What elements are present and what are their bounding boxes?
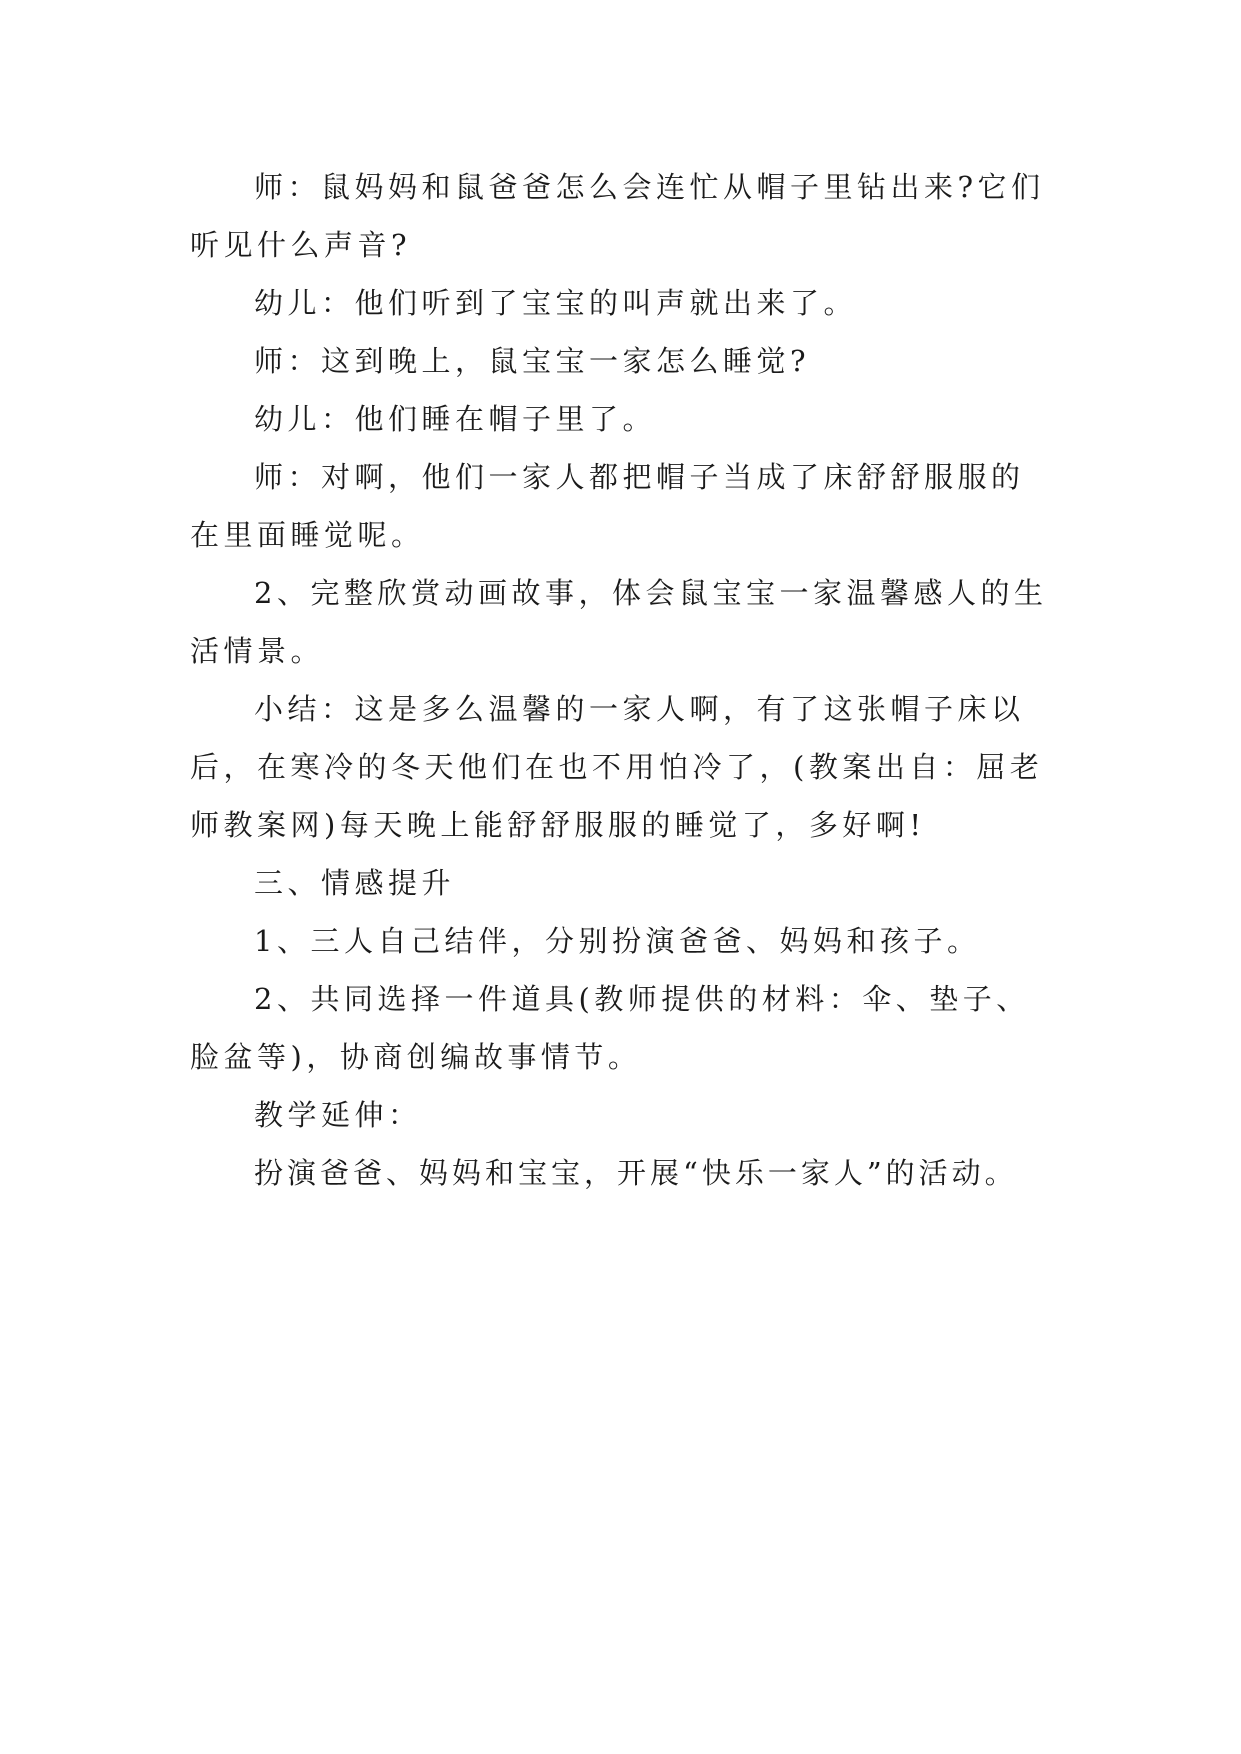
paragraph-teacher-question-1: 师：鼠妈妈和鼠爸爸怎么会连忙从帽子里钻出来?它们听见什么声音? [190, 170, 1045, 262]
paragraph-child-answer-2: 幼儿：他们睡在帽子里了。 [254, 402, 657, 436]
paragraph-activity-2: 2、共同选择一件道具(教师提供的材料：伞、垫子、脸盆等)，协商创编故事情节。 [190, 982, 1030, 1074]
section-heading-extension: 教学延伸： [254, 1098, 422, 1132]
paragraph-teacher-response: 师：对啊，他们一家人都把帽子当成了床舒舒服服的在里面睡觉呢。 [190, 460, 1025, 552]
paragraph-extension: 扮演爸爸、妈妈和宝宝，开展“快乐一家人”的活动。 [254, 1156, 1018, 1190]
paragraph-teacher-question-2: 师：这到晚上，鼠宝宝一家怎么睡觉? [254, 344, 811, 378]
paragraph-step-2: 2、完整欣赏动画故事，体会鼠宝宝一家温馨感人的生活情景。 [190, 576, 1048, 668]
paragraph-summary: 小结：这是多么温馨的一家人啊，有了这张帽子床以后，在寒冷的冬天他们在也不用怕冷了，(教案出自：屈老师教案网)每天晚上能舒舒服服的睡觉了，多好啊! [190, 692, 1044, 842]
paragraph-activity-1: 1、三人自己结伴，分别扮演爸爸、妈妈和孩子。 [254, 924, 981, 958]
paragraph-child-answer-1: 幼儿：他们听到了宝宝的叫声就出来了。 [254, 286, 858, 320]
document-body [190, 158, 1050, 1202]
section-heading-emotion: 三、情感提升 [254, 866, 456, 900]
